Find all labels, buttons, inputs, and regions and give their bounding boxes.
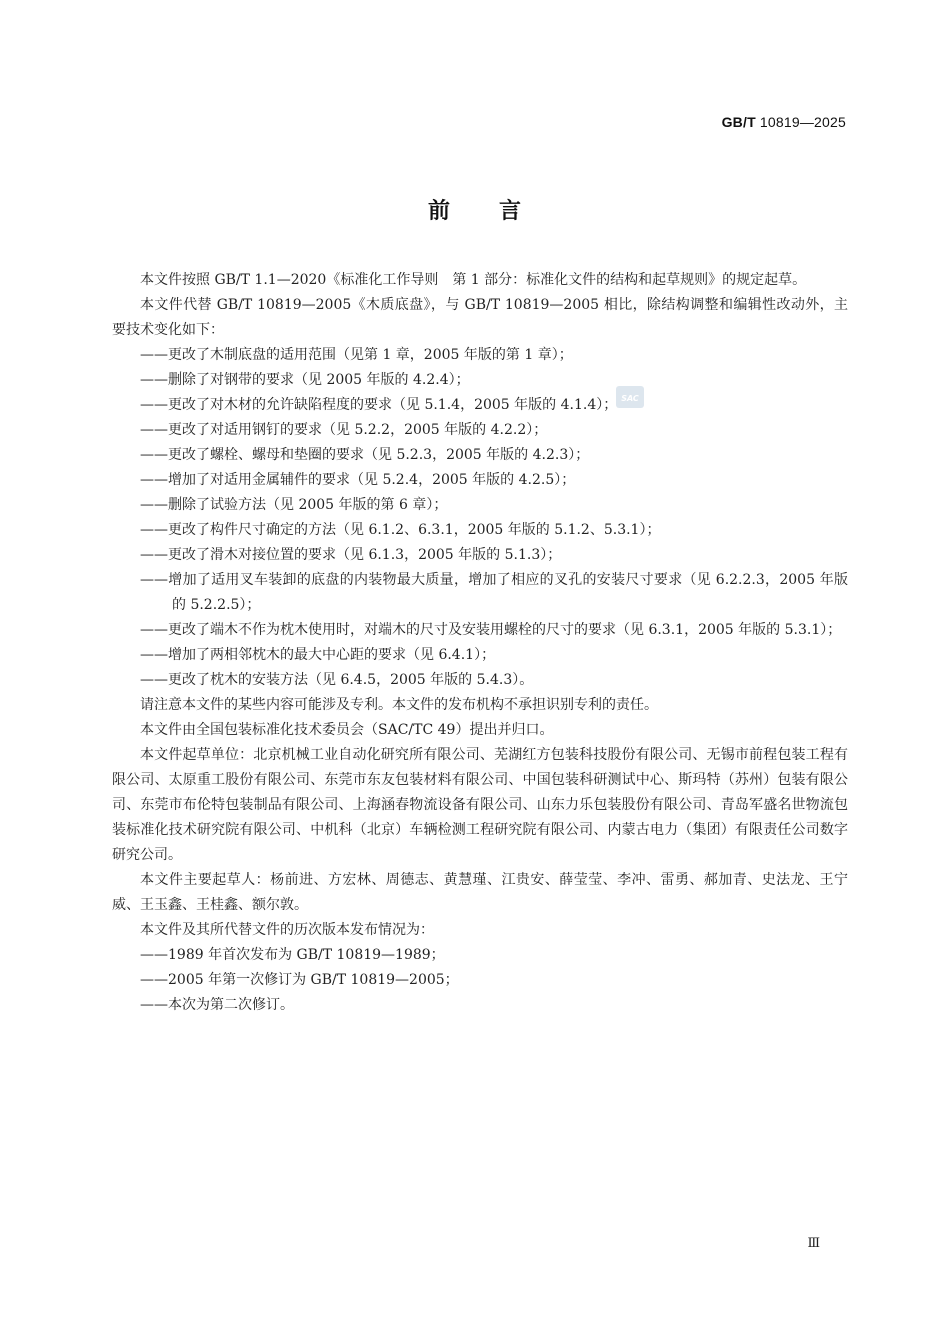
paragraph-drafting-rules: 本文件按照 GB/T 1.1—2020《标准化工作导则 第 1 部分：标准化文件的结构和起草规则》的规定起草。	[140, 272, 807, 288]
foreword-body	[112, 268, 848, 1018]
change-item: ——更改了对适用钢钉的要求（见 5.2.2，2005 年版的 4.2.2）；	[140, 422, 548, 438]
change-item: ——更改了枕木的安装方法（见 6.4.5，2005 年版的 5.4.3）。	[140, 672, 534, 688]
change-item: ——更改了构件尺寸确定的方法（见 6.1.2、6.3.1，2005 年版的 5.1.2、5.3.1）；	[140, 522, 661, 538]
change-item: ——增加了对适用金属辅件的要求（见 5.2.4，2005 年版的 4.2.5）；	[140, 472, 576, 488]
page-number: Ⅲ	[807, 1236, 820, 1251]
standard-code: 10819—2025	[759, 114, 846, 130]
title-char-1: 前	[427, 199, 451, 224]
change-item: ——更改了螺栓、螺母和垫圈的要求（见 5.2.3，2005 年版的 4.2.3）；	[140, 447, 590, 463]
change-item: ——更改了端木不作为枕木使用时，对端木的尺寸及安装用螺栓的尺寸的要求（见 6.3.1，2005 年版的 5.3.1）；	[140, 622, 842, 638]
paragraph-drafting-units: 本文件起草单位：北京机械工业自动化研究所有限公司、芜湖红方包装科技股份有限公司、无锡市前程包装工程有限公司、太原重工股份有限公司、东莞市东友包装材料有限公司、中国包装科研测试中心、斯玛特（苏州）包装有限公司、东莞市布伦特包装制品有限公司、上海涵春物流设备有限公司、山东力乐包装股份有限公司、青岛军盛名世物流包装标准化技术研究院有限公司、中机科（北京）车辆检测工程研究院有限公司、内蒙古电力（集团）有限责任公司数字研究公司。	[112, 747, 848, 863]
change-item: ——增加了适用叉车装卸的底盘的内装物最大质量，增加了相应的叉孔的安装尺寸要求（见 6.2.2.3，2005 年版的 5.2.2.5）；	[140, 572, 848, 613]
change-item: ——更改了木制底盘的适用范围（见第 1 章，2005 年版的第 1 章）；	[140, 347, 573, 363]
change-item: ——增加了两相邻枕木的最大中心距的要求（见 6.4.1）；	[140, 647, 496, 663]
change-item: ——删除了试验方法（见 2005 年版的第 6 章）；	[140, 497, 448, 513]
change-item: ——删除了对钢带的要求（见 2005 年版的 4.2.4）；	[140, 372, 470, 388]
history-item: ——2005 年第一次修订为 GB/T 10819—2005；	[140, 972, 459, 988]
paragraph-history-intro: 本文件及其所代替文件的历次版本发布情况为：	[140, 922, 434, 938]
title-char-2: 言	[499, 199, 523, 224]
paragraph-replacement: 本文件代替 GB/T 10819—2005《木质底盘》，与 GB/T 10819—2005 相比，除结构调整和编辑性改动外，主要技术变化如下：	[112, 297, 848, 338]
change-item: ——更改了对木材的允许缺陷程度的要求（见 5.1.4，2005 年版的 4.1.4）；	[140, 397, 618, 413]
standard-number-header	[722, 114, 846, 130]
history-item: ——1989 年首次发布为 GB/T 10819—1989；	[140, 947, 445, 963]
page-title	[0, 194, 950, 225]
paragraph-drafters: 本文件主要起草人：杨前进、方宏林、周德志、黄慧瑾、江贵安、薛莹莹、李冲、雷勇、郝加青、史法龙、王宁威、王玉鑫、王桂鑫、额尔敦。	[112, 872, 848, 913]
change-item: ——更改了滑木对接位置的要求（见 6.1.3，2005 年版的 5.1.3）；	[140, 547, 562, 563]
history-item: ——本次为第二次修订。	[140, 997, 294, 1013]
paragraph-committee: 本文件由全国包装标准化技术委员会（SAC/TC 49）提出并归口。	[140, 722, 554, 738]
svg-text:SAC: SAC	[621, 394, 639, 403]
standard-prefix: GB/T	[721, 114, 756, 130]
paragraph-patent-notice: 请注意本文件的某些内容可能涉及专利。本文件的发布机构不承担识别专利的责任。	[140, 697, 658, 713]
